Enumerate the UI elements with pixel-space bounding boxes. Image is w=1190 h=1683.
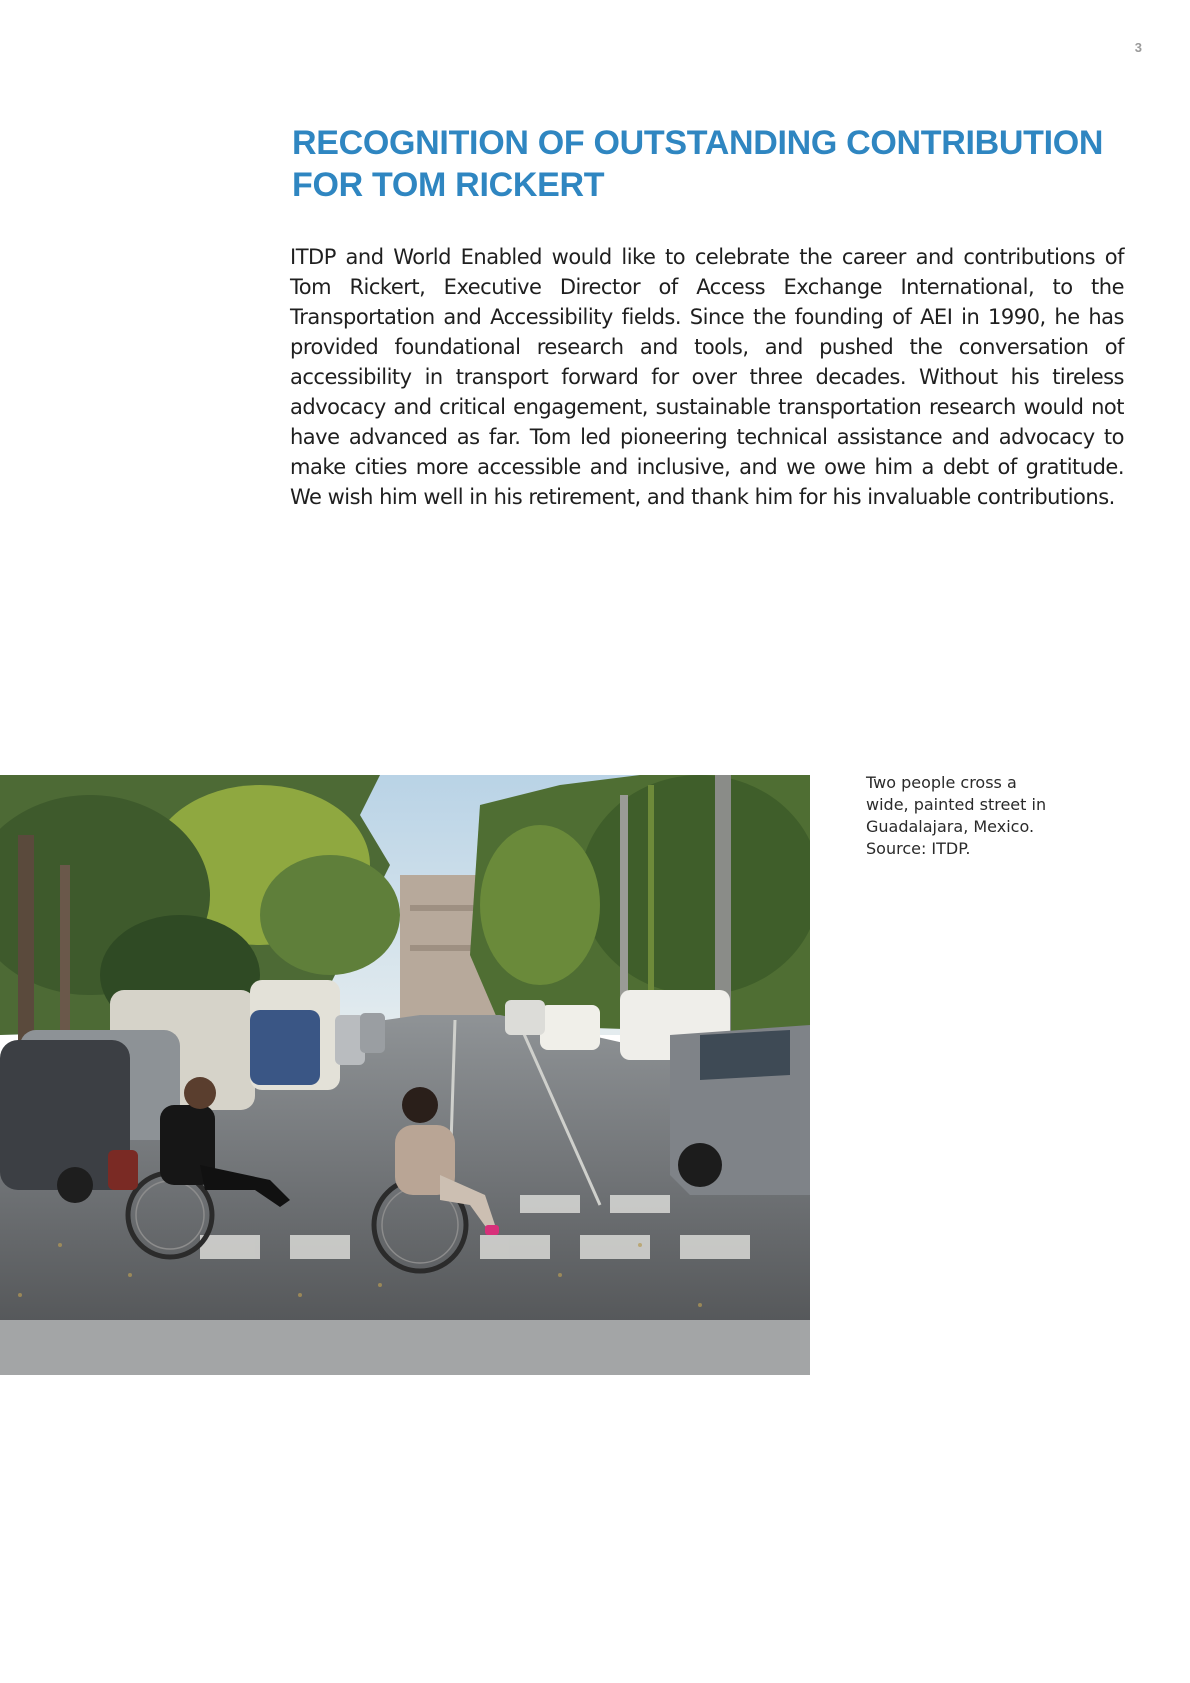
caption-line-2: wide, painted street in: [866, 795, 1047, 814]
body-paragraph: ITDP and World Enabled would like to celebrate the career and contributions of Tom Rickert, Executive Director of Access Exchange International, to the Transportation and Accessibility fields. Since the founding of AEI in 1990, he has provided foundational research and tools, and pushed the conversation of accessibility in transport forward for over three decades. Without his tireless advocacy and critical engagement, sustainable transportation research would not have advanced as far. Tom led pioneering technical assistance and advocacy to make cities more accessible and inclusive, and we owe him a debt of gratitude. We wish him well in his retirement, and thank him for his invaluable contributions.: [290, 245, 1124, 509]
caption-line-3: Guadalajara, Mexico.: [866, 817, 1035, 836]
figure-caption: [866, 772, 1066, 860]
page-title: [292, 122, 1132, 206]
photo-sidewalk: [0, 1320, 810, 1375]
title-line-1: RECOGNITION OF OUTSTANDING CONTRIBUTION: [292, 124, 1104, 162]
title-line-2: FOR TOM RICKERT: [292, 166, 605, 204]
caption-line-1: Two people cross a: [866, 773, 1017, 792]
page-number: 3: [1134, 40, 1142, 55]
street-photo: [0, 775, 810, 1375]
caption-line-4: Source: ITDP.: [866, 839, 971, 858]
